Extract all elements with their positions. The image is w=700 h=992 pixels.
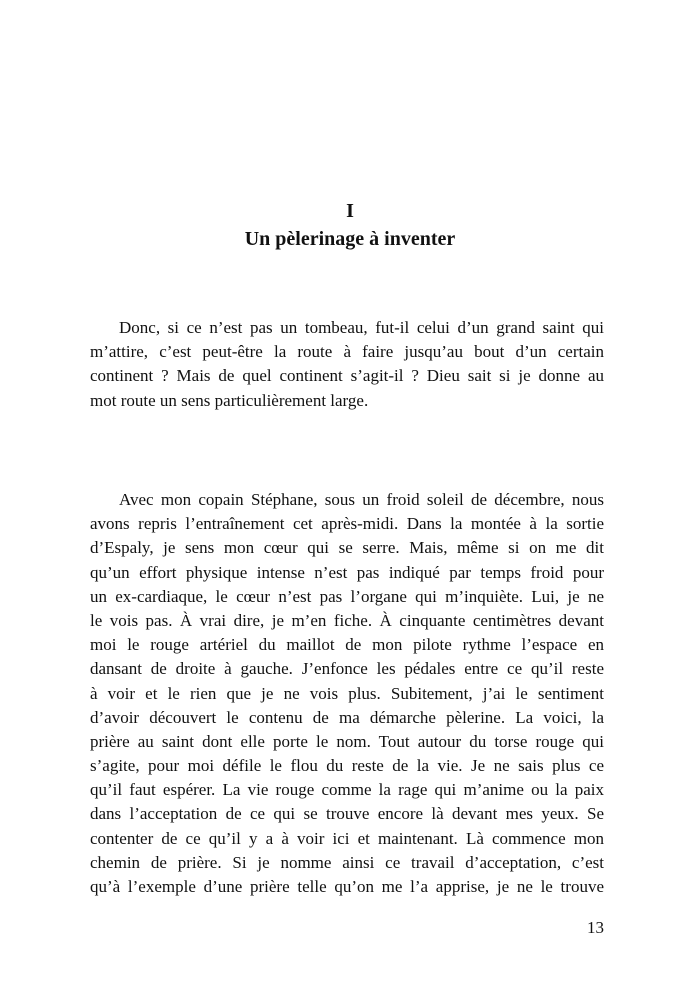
text-line: qu’un effort physique intense n’est pas indiqué par temps froid pour	[90, 562, 604, 582]
text-line: prière au saint dont elle porte le nom. Tout autour du torse rouge qui	[90, 731, 604, 751]
text-line: Avec mon copain Stéphane, sous un froid soleil de décembre, nous	[119, 490, 604, 509]
text-line: moi le rouge artériel du maillot de mon pilote rythme l’espace en	[90, 635, 604, 655]
text-line: qu’à l’exemple d’une prière telle qu’on me l’a apprise, je ne le trouve	[90, 877, 604, 896]
text-line: d’Espaly, je sens mon cœur qui se serre. Mais, même si on me dit	[90, 538, 604, 558]
page-number: 13	[587, 918, 604, 937]
paragraph-1	[90, 316, 604, 413]
paragraph-2	[90, 488, 604, 899]
text-line: contenter de ce qu’il y a à voir ici et maintenant. Là commence mon	[90, 828, 604, 848]
text-line: s’agite, pour moi défile le flou du reste de la vie. Je ne sais plus ce	[90, 756, 604, 776]
text-line: un ex-cardiaque, le cœur n’est pas l’organe qui m’inquiète. Lui, je ne	[90, 586, 604, 606]
text-line: avons repris l’entraînement cet après-midi. Dans la montée à la sortie	[90, 514, 604, 534]
text-line: dans l’acceptation de ce qui se trouve encore là devant mes yeux. Se	[90, 804, 604, 824]
text-line: chemin de prière. Si je nomme ainsi ce travail d’acceptation, c’est	[90, 852, 604, 872]
text-line: le vois pas. À vrai dire, je m’en fiche. À cinquante centimètres devant	[90, 610, 604, 630]
text-line: qu’il faut espérer. La vie rouge comme la rage qui m’anime ou la paix	[90, 780, 604, 800]
text-line: Donc, si ce n’est pas un tombeau, fut-il celui d’un grand saint qui	[119, 318, 604, 337]
text-line: à voir et le rien que je ne vois plus. Subitement, j’ai le sentiment	[90, 683, 604, 703]
text-line: m’attire, c’est peut-être la route à faire jusqu’au bout d’un certain	[90, 342, 604, 362]
text-line: continent ? Mais de quel continent s’agit-il ? Dieu sait si je donne au	[90, 366, 604, 386]
text-line: mot route un sens particulièrement large.	[90, 390, 369, 410]
text-line: dansant de droite à gauche. J’enfonce les pédales entre ce qu’il reste	[90, 659, 604, 679]
chapter-title: Un pèlerinage à inventer	[244, 228, 456, 250]
chapter-number: I	[346, 200, 354, 222]
text-line: d’avoir découvert le contenu de ma démarche pèlerine. La voici, la	[90, 707, 604, 727]
